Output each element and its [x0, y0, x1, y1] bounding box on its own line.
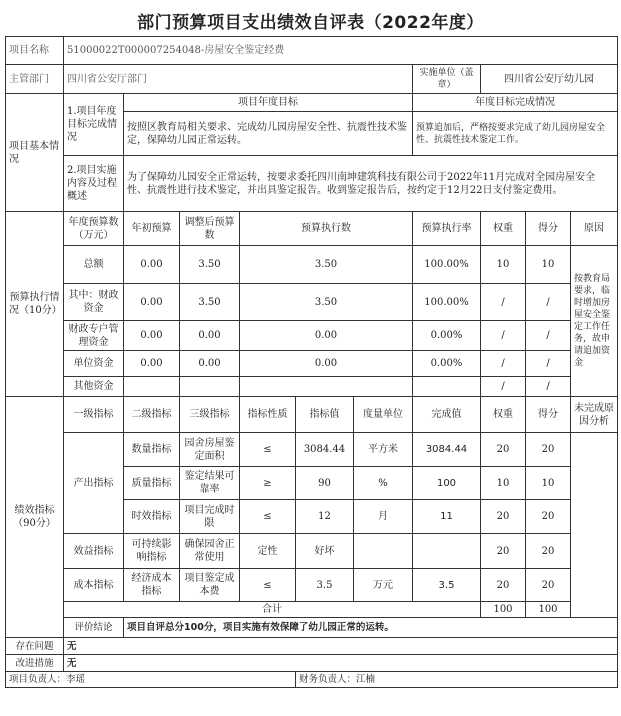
perf-unit: [354, 534, 413, 569]
budget-row-name: 其他资金: [64, 377, 124, 397]
perf-weight: 20: [481, 569, 526, 602]
perf-l2: 时效指标: [124, 500, 180, 534]
budget-row-initial: 0.00: [124, 321, 180, 351]
budget-row-weight: /: [481, 284, 526, 321]
perf-unit: 月: [354, 500, 413, 534]
budget-header-rate: 预算执行率: [413, 212, 481, 246]
budget-row-initial: [124, 377, 180, 397]
budget-row-weight: /: [481, 351, 526, 377]
perf-done: [413, 534, 481, 569]
perf-row: [6, 433, 618, 467]
impl-unit-value: 四川省公安厅幼儿园: [481, 65, 618, 94]
perf-l3: 园舍房屋鉴定面积: [180, 433, 240, 467]
output-label: 产出指标: [64, 433, 124, 534]
impl-overview: 为了保障幼儿园安全正常运转，按要求委托四川南坤建筑科技有限公司于2022年11月完成对全园房屋安全性、抗震性进行技术鉴定，并出具鉴定报告。收到鉴定报告后，按约定于12月22日支付鉴定费用。: [124, 156, 618, 212]
goal-completion-label: 1.项目年度目标完成情况: [64, 94, 124, 156]
dept-value: 四川省公安厅部门: [64, 65, 413, 94]
budget-row-rate: 100.00%: [413, 284, 481, 321]
perf-score: 10: [526, 467, 571, 500]
perf-value: 90: [296, 467, 354, 500]
budget-header-reason: 原因: [571, 212, 618, 246]
budget-row-name: 总额: [64, 246, 124, 284]
issue-text: 无: [64, 638, 618, 655]
perf-value: 12: [296, 500, 354, 534]
total-weight: 100: [481, 602, 526, 618]
total-label: 合计: [64, 602, 481, 618]
perf-header-nature: 指标性质: [240, 397, 296, 433]
impl-overview-label: 2.项目实施内容及过程概述: [64, 156, 124, 212]
budget-header-initial: 年初预算: [124, 212, 180, 246]
budget-row-name: 其中：财政资金: [64, 284, 124, 321]
perf-value: 好坏: [296, 534, 354, 569]
perf-header-done: 完成值: [413, 397, 481, 433]
budget-row-weight: /: [481, 321, 526, 351]
total-score: 100: [526, 602, 571, 618]
fix-label: 改进措施: [6, 655, 64, 672]
perf-l2: 可持续影响指标: [124, 534, 180, 569]
perf-l3: 项目鉴定成本费: [180, 569, 240, 602]
perf-l2: 经济成本指标: [124, 569, 180, 602]
budget-row-executed: [240, 377, 413, 397]
budget-row-initial: 0.00: [124, 246, 180, 284]
budget-header-annual: 年度预算数（万元）: [64, 212, 124, 246]
project-name: 51000022T000007254048-房屋安全鉴定经费: [64, 37, 618, 65]
perf-row: [6, 569, 618, 602]
budget-row-score: /: [526, 377, 571, 397]
page-title: 部门预算项目支出绩效自评表（2022年度）: [137, 13, 484, 33]
budget-row: [6, 351, 618, 377]
perf-header-reason: 未完成原因分析: [571, 397, 618, 433]
budget-row-rate: [413, 377, 481, 397]
budget-row-adjusted: 3.50: [180, 246, 240, 284]
eval-label: 评价结论: [64, 618, 124, 638]
budget-reason: 按教育局要求，临时增加房屋安全鉴定工作任务，故申请追加资金: [571, 246, 618, 397]
perf-nature: ≤: [240, 500, 296, 534]
perf-header-l1: 一级指标: [64, 397, 124, 433]
budget-row-executed: 3.50: [240, 284, 413, 321]
perf-weight: 20: [481, 433, 526, 467]
budget-row-rate: 0.00%: [413, 321, 481, 351]
perf-l2: 数量指标: [124, 433, 180, 467]
perf-l3: 鉴定结果可靠率: [180, 467, 240, 500]
perf-header-value: 指标值: [296, 397, 354, 433]
budget-row-score: 10: [526, 246, 571, 284]
budget-header-executed: 预算执行数: [240, 212, 413, 246]
budget-row-adjusted: 0.00: [180, 321, 240, 351]
annual-goal: 按照区教育局相关要求、完成幼儿园房屋安全性、抗震性技术鉴定，保障幼儿园正常运转。: [124, 112, 413, 156]
budget-row-score: /: [526, 351, 571, 377]
perf-done: 3084.44: [413, 433, 481, 467]
finance-lead-name: 江楠: [356, 674, 376, 685]
perf-l3: 项目完成时限: [180, 500, 240, 534]
perf-value: 3084.44: [296, 433, 354, 467]
perf-done: 100: [413, 467, 481, 500]
perf-header-l2: 二级指标: [124, 397, 180, 433]
perf-done: 11: [413, 500, 481, 534]
budget-header-adjusted: 调整后预算数: [180, 212, 240, 246]
perf-weight: 20: [481, 534, 526, 569]
issue-label: 存在问题: [6, 638, 64, 655]
budget-header-weight: 权重: [481, 212, 526, 246]
budget-row-adjusted: [180, 377, 240, 397]
perf-reason: [571, 433, 618, 618]
perf-label: 绩效指标（90分）: [6, 397, 64, 638]
perf-weight: 10: [481, 467, 526, 500]
perf-l1: 效益指标: [64, 534, 124, 569]
perf-score: 20: [526, 569, 571, 602]
budget-row-weight: 10: [481, 246, 526, 284]
perf-weight: 20: [481, 500, 526, 534]
finance-lead: [296, 672, 618, 688]
perf-score: 20: [526, 500, 571, 534]
budget-header-score: 得分: [526, 212, 571, 246]
budget-row-name: 单位资金: [64, 351, 124, 377]
perf-l3: 确保园舍正常使用: [180, 534, 240, 569]
annual-goal-status: 预算追加后，严格按要求完成了幼儿园房屋安全性、抗震性技术鉴定工作。: [413, 112, 618, 156]
budget-row: [6, 284, 618, 321]
perf-nature: ≤: [240, 569, 296, 602]
budget-row-executed: 3.50: [240, 246, 413, 284]
dept-label: 主管部门: [6, 65, 64, 94]
budget-row: [6, 321, 618, 351]
perf-header-weight: 权重: [481, 397, 526, 433]
budget-row-initial: 0.00: [124, 351, 180, 377]
budget-label: 预算执行情况（10分）: [6, 212, 64, 397]
perf-score: 20: [526, 534, 571, 569]
budget-row-adjusted: 0.00: [180, 351, 240, 377]
perf-l2: 质量指标: [124, 467, 180, 500]
perf-header-unit: 度量单位: [354, 397, 413, 433]
self-evaluation-table: [5, 36, 618, 688]
budget-row-initial: 0.00: [124, 284, 180, 321]
perf-nature: ≥: [240, 467, 296, 500]
perf-unit: %: [354, 467, 413, 500]
project-lead-name: 李瑶: [66, 674, 86, 685]
budget-row-weight: /: [481, 377, 526, 397]
perf-nature: 定性: [240, 534, 296, 569]
budget-row-score: /: [526, 321, 571, 351]
perf-unit: 平方米: [354, 433, 413, 467]
basic-info-label: 项目基本情况: [6, 94, 64, 212]
project-lead-label: 项目负责人：: [9, 674, 67, 685]
impl-unit-label: 实施单位（盖章）: [413, 65, 481, 94]
budget-row: [6, 377, 618, 397]
perf-row: [6, 534, 618, 569]
budget-row-rate: 0.00%: [413, 351, 481, 377]
budget-row-score: /: [526, 284, 571, 321]
perf-l1: 成本指标: [64, 569, 124, 602]
budget-row-executed: 0.00: [240, 351, 413, 377]
perf-score: 20: [526, 433, 571, 467]
perf-unit: 万元: [354, 569, 413, 602]
project-lead: [6, 672, 296, 688]
annual-goal-header: 项目年度目标: [124, 94, 413, 112]
eval-text: 项目自评总分100分，项目实施有效保障了幼儿园正常的运转。: [124, 618, 618, 638]
perf-header-l3: 三级指标: [180, 397, 240, 433]
budget-row-name: 财政专户管理资金: [64, 321, 124, 351]
perf-header-score: 得分: [526, 397, 571, 433]
budget-row: [6, 246, 618, 284]
finance-lead-label: 财务负责人：: [299, 674, 357, 685]
perf-done: 3.5: [413, 569, 481, 602]
perf-nature: ≤: [240, 433, 296, 467]
perf-value: 3.5: [296, 569, 354, 602]
budget-row-adjusted: 3.50: [180, 284, 240, 321]
project-name-label: 项目名称: [6, 37, 64, 65]
fix-text: 无: [64, 655, 618, 672]
budget-row-rate: 100.00%: [413, 246, 481, 284]
annual-goal-status-header: 年度目标完成情况: [413, 94, 618, 112]
budget-row-executed: 0.00: [240, 321, 413, 351]
